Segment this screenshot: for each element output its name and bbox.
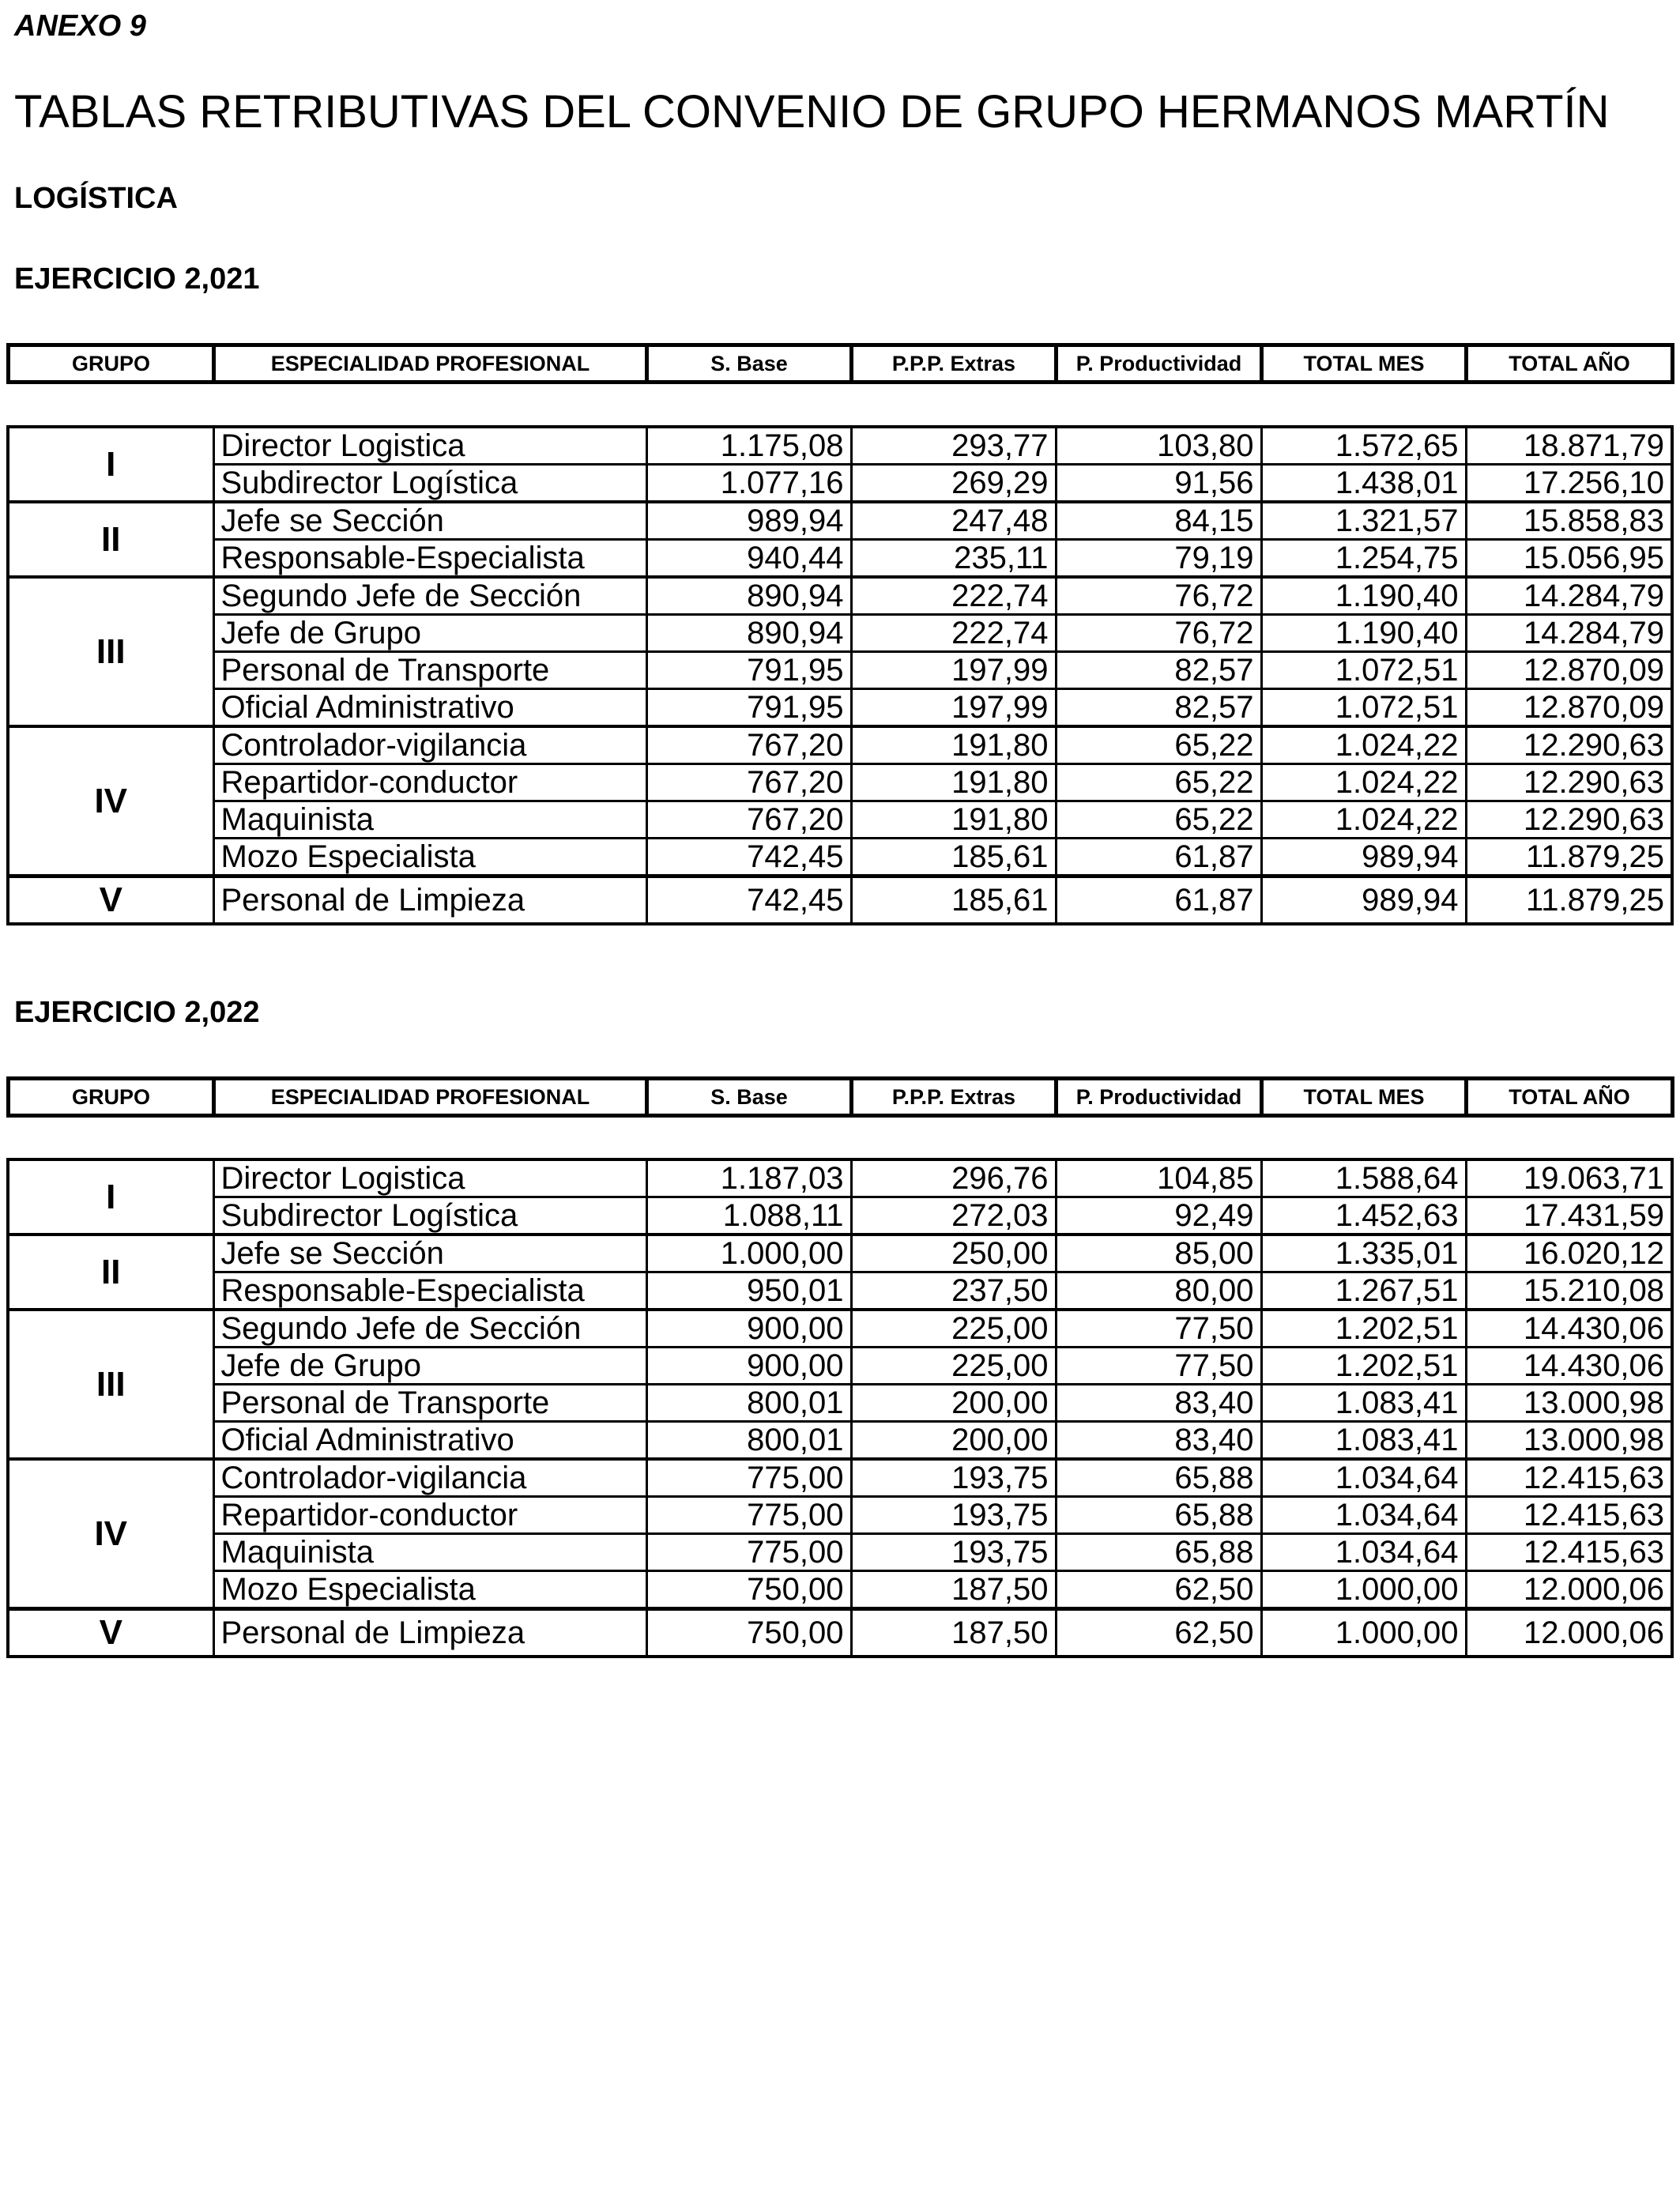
table-row: [8, 1272, 1672, 1310]
productividad-cell: 91,56: [1056, 465, 1261, 503]
header-productividad: P. Productividad: [1057, 1079, 1262, 1116]
table-row: [8, 1348, 1672, 1385]
total-anio-cell: 12.870,09: [1466, 652, 1672, 689]
total-mes-cell: 1.000,00: [1261, 1571, 1466, 1609]
table-row: [8, 1422, 1672, 1460]
salary-table-2022: [6, 1158, 1671, 1658]
productividad-cell: 85,00: [1056, 1235, 1261, 1272]
especialidad-cell: Director Logistica: [213, 1159, 646, 1197]
especialidad-cell: Personal de Transporte: [213, 1385, 646, 1422]
ppp-extras-cell: 269,29: [851, 465, 1056, 503]
total-mes-cell: 1.000,00: [1261, 1609, 1466, 1657]
total-anio-cell: 11.879,25: [1466, 839, 1672, 876]
especialidad-cell: Oficial Administrativo: [213, 689, 646, 727]
table-row: [8, 577, 1672, 615]
productividad-cell: 76,72: [1056, 577, 1261, 615]
ppp-extras-cell: 222,74: [851, 577, 1056, 615]
annex-label: ANEXO 9: [14, 9, 146, 43]
s-base-cell: 775,00: [646, 1497, 851, 1534]
s-base-cell: 890,94: [646, 615, 851, 652]
page-title: TABLAS RETRIBUTIVAS DEL CONVENIO DE GRUPO HERMANOS MARTÍN: [14, 86, 1610, 138]
especialidad-cell: Repartidor-conductor: [213, 1497, 646, 1534]
total-anio-cell: 12.000,06: [1466, 1571, 1672, 1609]
productividad-cell: 77,50: [1056, 1310, 1261, 1348]
total-anio-cell: 15.056,95: [1466, 540, 1672, 578]
especialidad-cell: Controlador-vigilancia: [213, 1459, 646, 1497]
especialidad-cell: Subdirector Logística: [213, 465, 646, 503]
ppp-extras-cell: 225,00: [851, 1310, 1056, 1348]
especialidad-cell: Maquinista: [213, 801, 646, 839]
table-row: [8, 1534, 1672, 1571]
group-cell: II: [8, 502, 213, 577]
table-row: [8, 1385, 1672, 1422]
especialidad-cell: Director Logistica: [213, 427, 646, 465]
s-base-cell: 767,20: [646, 764, 851, 801]
group-cell: IV: [8, 1459, 213, 1609]
total-mes-cell: 1.072,51: [1261, 652, 1466, 689]
total-anio-cell: 14.430,06: [1466, 1348, 1672, 1385]
total-anio-cell: 13.000,98: [1466, 1422, 1672, 1460]
total-mes-cell: 1.083,41: [1261, 1385, 1466, 1422]
total-mes-cell: 1.190,40: [1261, 577, 1466, 615]
ppp-extras-cell: 235,11: [851, 540, 1056, 578]
total-anio-cell: 18.871,79: [1466, 427, 1672, 465]
table-row: [8, 652, 1672, 689]
total-anio-cell: 12.290,63: [1466, 726, 1672, 764]
table-row: [8, 1609, 1672, 1657]
table-row: [8, 1459, 1672, 1497]
table-row: [8, 615, 1672, 652]
header-table-2022: [6, 1076, 1671, 1118]
productividad-cell: 65,22: [1056, 801, 1261, 839]
ppp-extras-cell: 225,00: [851, 1348, 1056, 1385]
group-cell: III: [8, 577, 213, 726]
header-total-mes: TOTAL MES: [1262, 345, 1467, 383]
total-anio-cell: 12.415,63: [1466, 1534, 1672, 1571]
total-mes-cell: 1.034,64: [1261, 1534, 1466, 1571]
productividad-cell: 65,88: [1056, 1534, 1261, 1571]
header-row: [9, 345, 1673, 383]
productividad-cell: 61,87: [1056, 839, 1261, 876]
table-row: [8, 502, 1672, 540]
ppp-extras-cell: 296,76: [851, 1159, 1056, 1197]
total-anio-cell: 14.284,79: [1466, 615, 1672, 652]
ppp-extras-cell: 197,99: [851, 652, 1056, 689]
ppp-extras-cell: 193,75: [851, 1534, 1056, 1571]
ppp-extras-cell: 247,48: [851, 502, 1056, 540]
total-anio-cell: 13.000,98: [1466, 1385, 1672, 1422]
total-anio-cell: 12.870,09: [1466, 689, 1672, 727]
productividad-cell: 104,85: [1056, 1159, 1261, 1197]
productividad-cell: 103,80: [1056, 427, 1261, 465]
table-row: [8, 764, 1672, 801]
total-mes-cell: 1.024,22: [1261, 726, 1466, 764]
total-anio-cell: 19.063,71: [1466, 1159, 1672, 1197]
ppp-extras-cell: 200,00: [851, 1385, 1056, 1422]
ppp-extras-cell: 185,61: [851, 839, 1056, 876]
table-row: [8, 801, 1672, 839]
header-table-2021: [6, 343, 1671, 384]
table-row: [8, 427, 1672, 465]
productividad-cell: 84,15: [1056, 502, 1261, 540]
total-mes-cell: 1.024,22: [1261, 801, 1466, 839]
ppp-extras-cell: 187,50: [851, 1571, 1056, 1609]
table-row: [8, 839, 1672, 876]
total-anio-cell: 14.284,79: [1466, 577, 1672, 615]
especialidad-cell: Subdirector Logística: [213, 1197, 646, 1235]
especialidad-cell: Personal de Limpieza: [213, 876, 646, 925]
s-base-cell: 940,44: [646, 540, 851, 578]
header-ppp-extras: P.P.P. Extras: [852, 1079, 1057, 1116]
s-base-cell: 767,20: [646, 726, 851, 764]
header-especialidad: ESPECIALIDAD PROFESIONAL: [214, 1079, 647, 1116]
ppp-extras-cell: 185,61: [851, 876, 1056, 925]
total-mes-cell: 1.254,75: [1261, 540, 1466, 578]
especialidad-cell: Jefe se Sección: [213, 1235, 646, 1272]
total-anio-cell: 15.858,83: [1466, 502, 1672, 540]
ppp-extras-cell: 193,75: [851, 1459, 1056, 1497]
header-especialidad: ESPECIALIDAD PROFESIONAL: [214, 345, 647, 383]
table-row: [8, 1571, 1672, 1609]
total-anio-cell: 17.256,10: [1466, 465, 1672, 503]
table-row: [8, 1497, 1672, 1534]
s-base-cell: 890,94: [646, 577, 851, 615]
s-base-cell: 750,00: [646, 1571, 851, 1609]
total-anio-cell: 16.020,12: [1466, 1235, 1672, 1272]
total-anio-cell: 11.879,25: [1466, 876, 1672, 925]
header-grupo: GRUPO: [71, 1084, 150, 1109]
group-cell: I: [8, 427, 213, 502]
group-cell: V: [8, 876, 213, 925]
s-base-cell: 1.000,00: [646, 1235, 851, 1272]
table-row: [8, 1310, 1672, 1348]
total-mes-cell: 1.083,41: [1261, 1422, 1466, 1460]
table-row: [8, 465, 1672, 503]
header-total-mes: TOTAL MES: [1262, 1079, 1467, 1116]
especialidad-cell: Segundo Jefe de Sección: [213, 1310, 646, 1348]
group-cell: II: [8, 1235, 213, 1310]
table-row: [8, 1197, 1672, 1235]
ppp-extras-cell: 272,03: [851, 1197, 1056, 1235]
ppp-extras-cell: 200,00: [851, 1422, 1056, 1460]
salary-table-2021: [6, 425, 1671, 925]
s-base-cell: 791,95: [646, 689, 851, 727]
especialidad-cell: Segundo Jefe de Sección: [213, 577, 646, 615]
year-heading-2022: EJERCICIO 2,022: [14, 996, 260, 1029]
s-base-cell: 800,01: [646, 1385, 851, 1422]
productividad-cell: 82,57: [1056, 652, 1261, 689]
total-mes-cell: 1.202,51: [1261, 1310, 1466, 1348]
section-heading: LOGÍSTICA: [14, 182, 178, 215]
total-mes-cell: 1.034,64: [1261, 1459, 1466, 1497]
s-base-cell: 742,45: [646, 839, 851, 876]
total-mes-cell: 1.190,40: [1261, 615, 1466, 652]
especialidad-cell: Jefe se Sección: [213, 502, 646, 540]
ppp-extras-cell: 191,80: [851, 726, 1056, 764]
header-grupo: GRUPO: [71, 351, 150, 375]
total-anio-cell: 12.290,63: [1466, 764, 1672, 801]
table-row: [8, 876, 1672, 925]
total-anio-cell: 12.415,63: [1466, 1459, 1672, 1497]
header-s-base: S. Base: [647, 345, 852, 383]
total-mes-cell: 1.452,63: [1261, 1197, 1466, 1235]
total-mes-cell: 1.202,51: [1261, 1348, 1466, 1385]
header-s-base: S. Base: [647, 1079, 852, 1116]
s-base-cell: 800,01: [646, 1422, 851, 1460]
productividad-cell: 79,19: [1056, 540, 1261, 578]
total-mes-cell: 989,94: [1261, 839, 1466, 876]
s-base-cell: 791,95: [646, 652, 851, 689]
s-base-cell: 742,45: [646, 876, 851, 925]
ppp-extras-cell: 197,99: [851, 689, 1056, 727]
s-base-cell: 989,94: [646, 502, 851, 540]
productividad-cell: 83,40: [1056, 1422, 1261, 1460]
productividad-cell: 65,22: [1056, 726, 1261, 764]
ppp-extras-cell: 187,50: [851, 1609, 1056, 1657]
table-row: [8, 1159, 1672, 1197]
s-base-cell: 1.077,16: [646, 465, 851, 503]
total-mes-cell: 1.335,01: [1261, 1235, 1466, 1272]
especialidad-cell: Responsable-Especialista: [213, 1272, 646, 1310]
header-row: [9, 1079, 1673, 1116]
table-row: [8, 726, 1672, 764]
ppp-extras-cell: 222,74: [851, 615, 1056, 652]
especialidad-cell: Controlador-vigilancia: [213, 726, 646, 764]
total-mes-cell: 989,94: [1261, 876, 1466, 925]
header-ppp-extras: P.P.P. Extras: [852, 345, 1057, 383]
group-cell: I: [8, 1159, 213, 1235]
s-base-cell: 775,00: [646, 1459, 851, 1497]
especialidad-cell: Repartidor-conductor: [213, 764, 646, 801]
s-base-cell: 900,00: [646, 1348, 851, 1385]
especialidad-cell: Responsable-Especialista: [213, 540, 646, 578]
ppp-extras-cell: 193,75: [851, 1497, 1056, 1534]
s-base-cell: 1.187,03: [646, 1159, 851, 1197]
total-anio-cell: 12.415,63: [1466, 1497, 1672, 1534]
productividad-cell: 62,50: [1056, 1609, 1261, 1657]
s-base-cell: 900,00: [646, 1310, 851, 1348]
table-row: [8, 1235, 1672, 1272]
especialidad-cell: Personal de Limpieza: [213, 1609, 646, 1657]
total-mes-cell: 1.588,64: [1261, 1159, 1466, 1197]
table-row: [8, 689, 1672, 727]
especialidad-cell: Maquinista: [213, 1534, 646, 1571]
especialidad-cell: Personal de Transporte: [213, 652, 646, 689]
productividad-cell: 92,49: [1056, 1197, 1261, 1235]
especialidad-cell: Jefe de Grupo: [213, 1348, 646, 1385]
s-base-cell: 1.175,08: [646, 427, 851, 465]
group-cell: IV: [8, 726, 213, 876]
table-row: [8, 540, 1672, 578]
s-base-cell: 750,00: [646, 1609, 851, 1657]
productividad-cell: 62,50: [1056, 1571, 1261, 1609]
especialidad-cell: Mozo Especialista: [213, 839, 646, 876]
header-total-anio: TOTAL AÑO: [1467, 1079, 1673, 1116]
total-mes-cell: 1.321,57: [1261, 502, 1466, 540]
productividad-cell: 82,57: [1056, 689, 1261, 727]
productividad-cell: 80,00: [1056, 1272, 1261, 1310]
especialidad-cell: Jefe de Grupo: [213, 615, 646, 652]
especialidad-cell: Oficial Administrativo: [213, 1422, 646, 1460]
total-mes-cell: 1.024,22: [1261, 764, 1466, 801]
ppp-extras-cell: 191,80: [851, 764, 1056, 801]
total-mes-cell: 1.572,65: [1261, 427, 1466, 465]
productividad-cell: 65,22: [1056, 764, 1261, 801]
s-base-cell: 950,01: [646, 1272, 851, 1310]
especialidad-cell: Mozo Especialista: [213, 1571, 646, 1609]
productividad-cell: 77,50: [1056, 1348, 1261, 1385]
productividad-cell: 65,88: [1056, 1459, 1261, 1497]
ppp-extras-cell: 293,77: [851, 427, 1056, 465]
total-mes-cell: 1.438,01: [1261, 465, 1466, 503]
s-base-cell: 775,00: [646, 1534, 851, 1571]
productividad-cell: 65,88: [1056, 1497, 1261, 1534]
group-cell: V: [8, 1609, 213, 1657]
total-anio-cell: 14.430,06: [1466, 1310, 1672, 1348]
productividad-cell: 76,72: [1056, 615, 1261, 652]
year-heading-2021: EJERCICIO 2,021: [14, 262, 260, 296]
header-total-anio: TOTAL AÑO: [1467, 345, 1673, 383]
total-anio-cell: 17.431,59: [1466, 1197, 1672, 1235]
s-base-cell: 1.088,11: [646, 1197, 851, 1235]
ppp-extras-cell: 250,00: [851, 1235, 1056, 1272]
header-productividad: P. Productividad: [1057, 345, 1262, 383]
total-anio-cell: 12.290,63: [1466, 801, 1672, 839]
productividad-cell: 83,40: [1056, 1385, 1261, 1422]
ppp-extras-cell: 237,50: [851, 1272, 1056, 1310]
s-base-cell: 767,20: [646, 801, 851, 839]
total-mes-cell: 1.034,64: [1261, 1497, 1466, 1534]
total-mes-cell: 1.267,51: [1261, 1272, 1466, 1310]
productividad-cell: 61,87: [1056, 876, 1261, 925]
total-anio-cell: 12.000,06: [1466, 1609, 1672, 1657]
group-cell: III: [8, 1310, 213, 1459]
total-mes-cell: 1.072,51: [1261, 689, 1466, 727]
total-anio-cell: 15.210,08: [1466, 1272, 1672, 1310]
ppp-extras-cell: 191,80: [851, 801, 1056, 839]
